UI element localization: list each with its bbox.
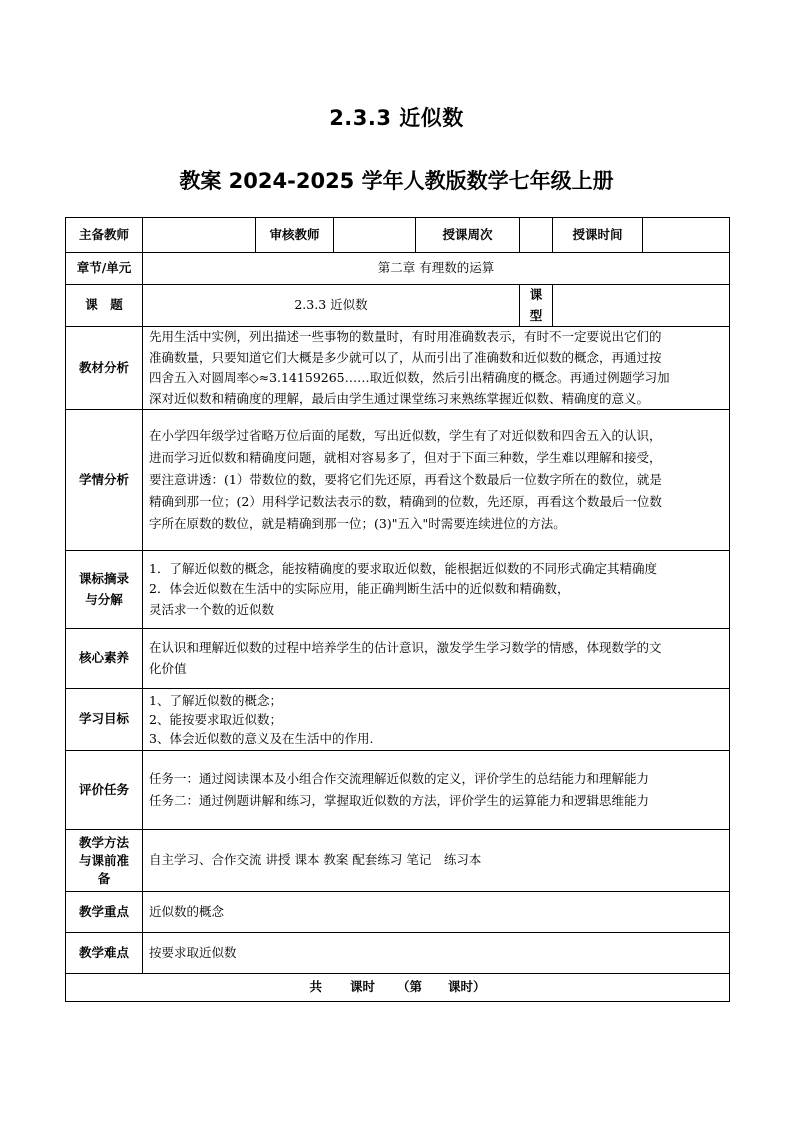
reviewer-value (334, 218, 416, 253)
page-title: 2.3.3 近似数 (329, 106, 464, 130)
key-point-label: 教学重点 (66, 892, 143, 933)
time-label: 授课时间 (553, 218, 643, 253)
time-value (643, 218, 730, 253)
lesson-type-label: 课型 (520, 285, 553, 327)
core-literacy-content (143, 629, 730, 689)
core-literacy-label: 核心素养 (66, 629, 143, 689)
footer-total: 共 (309, 979, 322, 995)
assessment-content (143, 751, 730, 830)
lesson-value: 2.3.3 近似数 (143, 285, 520, 327)
curriculum-label (66, 551, 143, 629)
assessment-row (66, 751, 730, 830)
core-literacy-line: 化价值 (149, 660, 187, 676)
assessment-label: 评价任务 (66, 751, 143, 830)
chapter-value: 第二章 有理数的运算 (143, 253, 730, 285)
chapter-row (66, 253, 730, 285)
material-analysis-line: 深对近似数和精确度的理解，最后由学生通过课堂练习来熟练掌握近似数、精确度的意义。 (149, 390, 650, 406)
objectives-label: 学习目标 (66, 689, 143, 751)
page-subtitle: 教案 2024-2025 学年人教版数学七年级上册 (179, 169, 614, 193)
curriculum-label-line: 与分解 (85, 591, 123, 607)
material-analysis-line: 先用生活中实例，列出描述一些事物的数量时，有时用准确数表示，有时不一定要说出它们的 (149, 329, 662, 344)
student-analysis-label: 学情分析 (66, 410, 143, 551)
core-literacy-line: 在认识和理解近似数的过程中培养学生的估计意识，激发学生学习数学的情感，体现数学的文 (149, 640, 662, 655)
curriculum-line: 2．体会近似数在生活中的实际应用，能正确判断生活中的近似数和精确数， (149, 581, 570, 597)
lesson-label-text: 课 题 (85, 297, 123, 313)
footer-paren-open: （第 (397, 979, 423, 995)
material-analysis-line: 四舍五入对圆周率◇≈3.14159265……取近似数，然后引出精确度的概念。再通过例题学习加 (149, 370, 670, 385)
student-analysis-line: 进而学习近似数和精确度问题，就相对容易多了，但对于下面三种数，学生难以理解和接受， (149, 450, 662, 465)
lesson-plan-table (65, 217, 730, 1002)
student-analysis-content (143, 410, 730, 551)
footer-row (66, 974, 730, 1002)
key-point-value: 近似数的概念 (143, 892, 730, 933)
assessment-task: 任务二：通过例题讲解和练习，掌握取近似数的方法，评价学生的运算能力和逻辑思维能力 (149, 793, 650, 808)
core-literacy-row (66, 629, 730, 689)
student-analysis-line: 要注意讲透：(1）带数位的数，要将它们先还原，再看这个数最后一位数字所在的数位，就是 (149, 472, 662, 487)
objective-item: 1、了解近似数的概念； (149, 693, 282, 708)
curriculum-line: 灵活求一个数的近似数 (149, 601, 275, 617)
methods-label (66, 830, 143, 892)
material-analysis-row (66, 327, 730, 410)
difficulty-value: 按要求取近似数 (143, 933, 730, 974)
curriculum-row (66, 551, 730, 629)
header-row (66, 218, 730, 253)
student-analysis-line: 字所在原数的数位，就是精确到那一位；(3)"五入"时需要连续进位的方法。 (149, 516, 566, 531)
student-analysis-line: 精确到那一位；(2）用科学记数法表示的数，精确到的位数，先还原，再看这个数最后一位数 (149, 494, 662, 509)
lesson-row (66, 285, 730, 327)
objective-item: 3、体会近似数的意义及在生活中的作用. (149, 731, 374, 746)
curriculum-content (143, 551, 730, 629)
material-analysis-content (143, 327, 730, 410)
material-analysis-label: 教材分析 (66, 327, 143, 410)
chapter-label: 章节/单元 (66, 253, 143, 285)
curriculum-label-line: 课标摘录 (78, 571, 129, 586)
class-hours-footer (66, 974, 730, 1002)
key-point-row (66, 892, 730, 933)
footer-hours: 课时 (349, 979, 375, 995)
week-label: 授课周次 (416, 218, 520, 253)
reviewer-label: 审核教师 (256, 218, 334, 253)
difficulty-label: 教学难点 (66, 933, 143, 974)
methods-label-line: 备 (97, 870, 111, 886)
methods-value: 自主学习、合作交流 讲授 课本 教案 配套练习 笔记 练习本 (143, 830, 730, 892)
objectives-row (66, 689, 730, 751)
methods-row (66, 830, 730, 892)
lesson-type-value (553, 285, 730, 327)
material-analysis-line: 准确数量，只要知道它们大概是多少就可以了，从而引出了准确数和近似数的概念，再通过按 (149, 349, 662, 365)
student-analysis-line: 在小学四年级学过省略万位后面的尾数，写出近似数，学生有了对近似数和四舍五入的认识， (149, 428, 662, 443)
footer-paren-close: 课时） (448, 979, 486, 995)
difficulty-row (66, 933, 730, 974)
methods-label-line: 教学方法 (78, 834, 129, 850)
week-value (520, 218, 553, 253)
teacher-label: 主备教师 (66, 218, 143, 253)
objectives-content (143, 689, 730, 751)
curriculum-line: 1．了解近似数的概念，能按精确度的要求取近似数，能根据近似数的不同形式确定其精确度 (149, 560, 657, 576)
assessment-task: 任务一：通过阅读课本及小组合作交流理解近似数的定义，评价学生的总结能力和理解能力 (149, 771, 650, 786)
lesson-label (66, 285, 143, 327)
student-analysis-row (66, 410, 730, 551)
objective-item: 2、能按要求取近似数； (149, 712, 282, 727)
methods-label-line: 与课前准 (78, 852, 129, 868)
teacher-value (143, 218, 256, 253)
